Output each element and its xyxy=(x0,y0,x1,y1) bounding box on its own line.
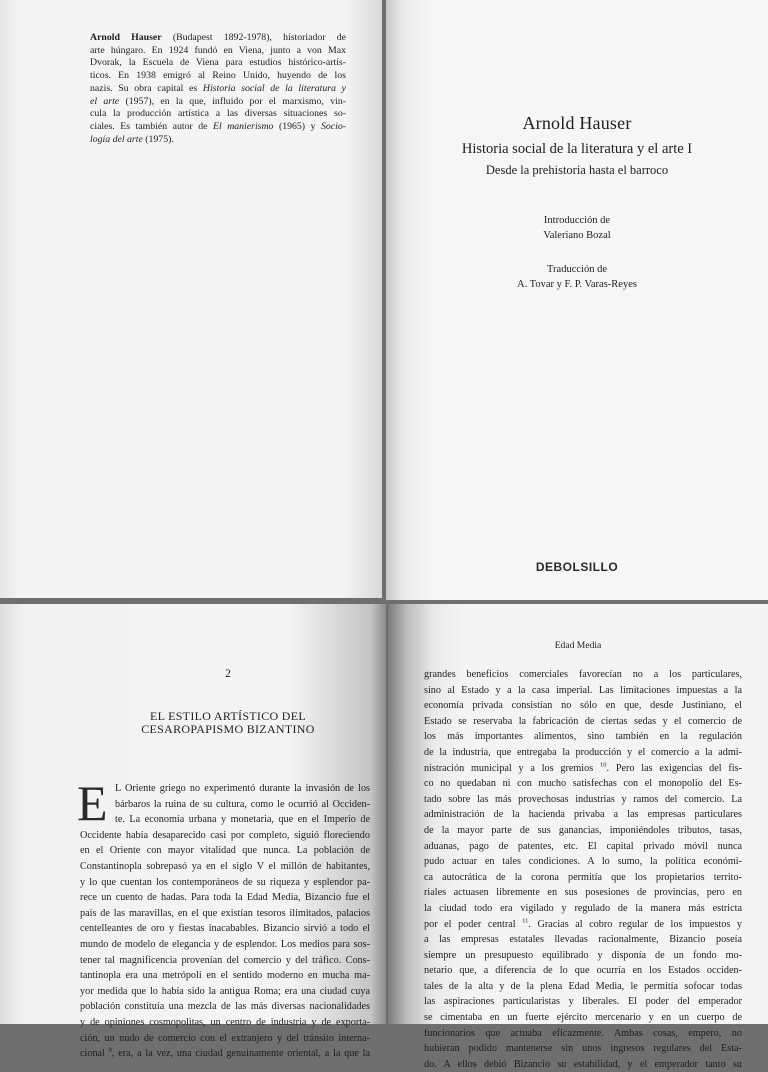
text-line: los más importantes alimentos, sino también en la regulación xyxy=(424,731,742,743)
text-line: Estado se reservaba la fabricación de ciertas sedas y el comercio de xyxy=(424,715,742,727)
text-line: siempre un presupuesto equilibrado y disponía de un fondo mo- xyxy=(424,949,742,961)
bio-line: ticos. En 1938 emigró al Reino Unido, huyendo de los xyxy=(90,70,346,82)
text-line: funcionarios que actuaba eficazmente. Ambas cosas, empero, no xyxy=(424,1027,742,1039)
text-line: y lo que cuentan los contemporáneos de su riqueza y esplendor pa- xyxy=(80,876,370,888)
author-name: Arnold Hauser xyxy=(522,113,632,133)
text-line: aduanas, pago de patentes, etc. El capital privado móvil nunca xyxy=(424,840,742,852)
text-line: economía privada consistían no sólo en que, desde Justiniano, el xyxy=(424,700,742,712)
text-line: centelleantes de oro y fiestas inacabables. Bizancio sirvió a todo el xyxy=(80,923,370,935)
text-line: netario que, a diferencia de lo que ocurría en los Estados occiden- xyxy=(424,965,742,977)
text-line: Constantinopla sobrepasó ya en el siglo V el millón de habitantes, xyxy=(80,860,370,872)
text-line: por el poder central $^{11}$. Gracias al cobro regular de los impuestos y xyxy=(424,917,743,930)
author-bio xyxy=(90,32,346,146)
drop-cap: E xyxy=(77,775,108,831)
text-line: te. La economía urbana y monetaria, que en el Imperio de xyxy=(115,814,370,826)
chapter-number: 2 xyxy=(225,668,231,680)
text-line: bárbaros la ruina de su cultura, como le ocurrió al Occiden- xyxy=(115,798,370,810)
text-line: hubieran podido mantenerse sin unos ingresos regulares del Esta- xyxy=(424,1043,742,1055)
translators: A. Tovar y F. P. Varas-Reyes xyxy=(517,279,637,290)
text-line: administración de la hacienda privaba a las empresas particulares xyxy=(424,809,742,821)
text-line: tado sobre las más provechosas industrias y ramos del comercio. La xyxy=(424,793,742,805)
text-line: de la mayor parte de sus ganancias, imponiéndoles tributos, tasas, xyxy=(424,824,742,836)
text-line: Occidente había desaparecido casi por completo, siguió floreciendo xyxy=(80,829,370,841)
text-line: co no quedaban ni con mucho satisfechas con el monopolio del Es- xyxy=(424,778,742,790)
introduction-credit xyxy=(386,213,768,243)
text-line: nistración municipal y a los gremios $^{10}$. Pero las exigencias del fis- xyxy=(424,761,742,774)
chapter-title-line-1: EL ESTILO ARTÍSTICO DEL xyxy=(149,709,307,723)
translation-label: Traducción de xyxy=(547,264,607,275)
bio-line: logía del arte (1975). xyxy=(90,133,174,145)
text-line: tales de la alta y de la plena Edad Media, le permitía sofocar todas xyxy=(424,980,742,992)
text-line: tener tal magnificencia provenían del comercio y del tráfico. Cons- xyxy=(80,954,370,966)
text-line: pudo actuar en tales condiciones. A lo sumo, la política económi- xyxy=(424,856,742,868)
text-line: en el Oriente con mayor vitalidad que nunca. La población de xyxy=(80,845,370,857)
chapter-title-line-2: CESAROPAPISMO BIZANTINO xyxy=(141,722,315,736)
text-line: se cimentaba en un fuerte ejército mercenario y en un cuerpo de xyxy=(424,1012,742,1024)
bio-line: cula la producción artística a las diversas situaciones so- xyxy=(90,108,346,120)
text-line: grandes beneficios comerciales favorecían no a los particulares, xyxy=(424,669,742,680)
publisher-logo: DEBOLSILLO xyxy=(535,560,619,574)
introduction-author: Valeriano Bozal xyxy=(543,230,611,241)
text-line: tantinopla era una metrópoli en el sentido moderno en mucha ma- xyxy=(80,970,370,982)
text-line: población constituía una mezcla de las más diversas nacionalidades xyxy=(80,1001,370,1013)
running-head: Edad Media xyxy=(554,640,602,651)
text-line: cional $^8$, era, a la vez, una ciudad genuinamente oriental, a la que la xyxy=(80,1046,370,1060)
page-top-left xyxy=(0,0,382,598)
bio-line: el arte (1957), en la que, influido por el marxismo, vin- xyxy=(90,95,346,107)
text-page-right xyxy=(388,604,768,1070)
text-line: yor medida que lo había sido la antigua Roma; era una ciudad cuya xyxy=(80,985,370,997)
title-page xyxy=(386,0,768,600)
text-line: ca autocrática de la corona permitía que los propietarios territo- xyxy=(424,871,742,883)
text-line: sino al Estado y a la casa imperial. Las limitaciones impuestas a la xyxy=(424,684,742,696)
text-line: riales actuasen libremente en sus posesiones de provincias, pero en xyxy=(424,887,742,899)
chapter-body-text xyxy=(77,775,370,1062)
text-line: a las empresas estatales llevadas racionalmente, Bizancio poseía xyxy=(424,934,742,946)
text-line: L Oriente griego no experimentó durante la invasión de los xyxy=(115,783,370,794)
text-line: la ciudad todo era vigilado y regulado de la manera más estricta xyxy=(424,902,742,914)
text-line: de la industria, que entregaba la producción y el comercio a la admi- xyxy=(424,746,742,758)
text-line: las aspiraciones particularistas y liberales. El poder del emperador xyxy=(424,996,742,1008)
book-title: Historia social de la literatura y el arte I xyxy=(461,141,693,157)
text-line: ción, un nudo de comercio con el extranjero y del tránsito interna- xyxy=(80,1032,370,1044)
translation-credit xyxy=(386,262,768,292)
text-line: rece un cuento de hadas. Para toda la Edad Media, Bizancio fue el xyxy=(80,892,370,904)
book-subtitle: Desde la prehistoria hasta el barroco xyxy=(485,163,669,177)
bio-line: Arnold Hauser (Budapest 1892-1978), historiador de xyxy=(90,32,346,43)
chapter-opening-page xyxy=(0,604,386,1060)
text-line: do. A ellos debió Bizancio su estabilidad, y el emperador tanto su xyxy=(424,1058,742,1070)
right-body-text xyxy=(424,667,742,1072)
bio-line: ciales. Es también autor de El manierismo (1965) y Socio- xyxy=(90,120,346,132)
introduction-label: Introducción de xyxy=(543,215,611,226)
text-line: y de opiniones cosmopolitas, un centro de industria y de exporta- xyxy=(80,1016,370,1028)
bio-line: nazis. Su obra capital es Historia social de la literatura y xyxy=(90,82,346,94)
text-line: país de las maravillas, en el que existían tesoros ilimitados, palacios xyxy=(80,907,370,919)
text-line: mundo de modelo de elegancia y de esplendor. Los medios para sos- xyxy=(80,938,370,950)
bio-line: Dvorak, la Escuela de Viena para estudios histórico-artís- xyxy=(90,57,346,69)
bio-line: arte húngaro. En 1924 fundó en Viena, junto a von Max xyxy=(90,44,346,56)
